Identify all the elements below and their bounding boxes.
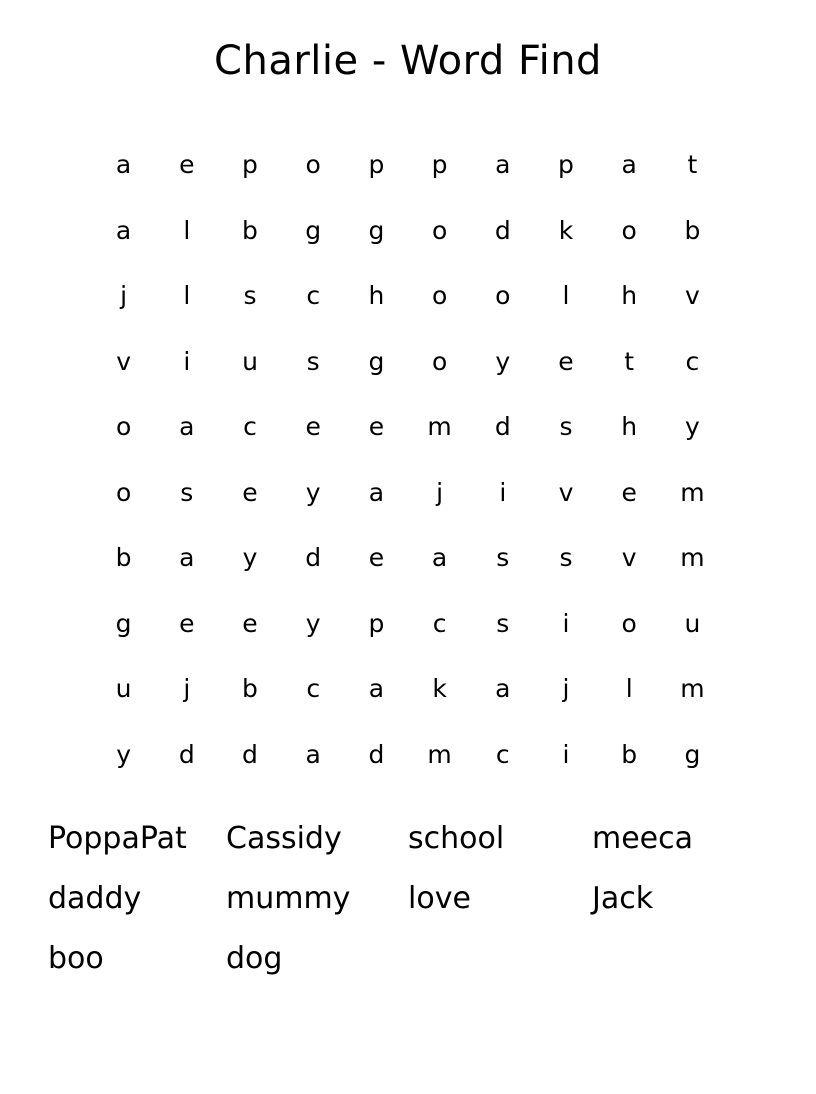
grid-cell: i: [183, 346, 191, 376]
grid-cell: i: [499, 477, 507, 507]
grid-cell: l: [183, 281, 191, 310]
grid-cell: b: [242, 674, 258, 703]
grid-cell: p: [558, 150, 574, 179]
word-list-item: meeca: [592, 821, 694, 856]
grid-cell: a: [431, 543, 448, 572]
grid-cell: m: [680, 543, 705, 572]
grid-cell: j: [436, 477, 444, 507]
grid-cell: y: [116, 739, 131, 769]
grid-cell: v: [116, 346, 131, 376]
grid-cell: y: [685, 412, 700, 441]
word-list-item: Jack: [592, 881, 654, 916]
grid-cell: e: [179, 150, 195, 179]
grid-cell: t: [687, 150, 698, 179]
grid-cell: b: [242, 215, 258, 245]
grid-cell: v: [685, 281, 700, 310]
grid-cell: s: [180, 477, 194, 507]
word-list-item: mummy: [226, 881, 351, 916]
grid-cell: d: [242, 739, 258, 769]
grid-cell: p: [368, 150, 385, 179]
grid-cell: o: [621, 608, 637, 638]
grid-cell: g: [368, 346, 385, 376]
grid-cell: b: [115, 543, 132, 572]
grid-cell: m: [680, 477, 705, 507]
grid-cell: c: [495, 739, 510, 769]
grid-cell: c: [243, 412, 257, 441]
grid-cell: p: [431, 150, 448, 179]
grid-cell: o: [495, 281, 511, 310]
grid-cell: g: [368, 215, 385, 245]
grid-cell: e: [179, 608, 195, 638]
page-title: Charlie - Word Find: [214, 38, 602, 84]
grid-cell: e: [242, 608, 258, 638]
grid-cell: s: [559, 412, 573, 441]
grid-cell: d: [494, 412, 511, 441]
grid-cell: a: [115, 215, 132, 245]
grid-cell: e: [368, 543, 385, 572]
grid-cell: k: [432, 674, 447, 703]
word-list-item: dog: [226, 941, 283, 976]
grid-cell: y: [305, 477, 321, 507]
grid-cell: t: [624, 346, 635, 376]
grid-cell: g: [684, 739, 701, 769]
grid-cell: u: [115, 674, 132, 703]
grid-cell: l: [183, 215, 191, 245]
grid-cell: c: [306, 281, 321, 310]
grid-cell: v: [621, 543, 637, 572]
grid-cell: o: [431, 281, 448, 310]
grid-cell: c: [685, 346, 700, 376]
grid-cell: e: [621, 477, 637, 507]
grid-cell: s: [496, 543, 510, 572]
grid-cell: a: [305, 739, 321, 769]
grid-cell: m: [680, 674, 705, 703]
word-list-item: school: [408, 821, 505, 856]
grid-cell: d: [494, 215, 511, 245]
grid-cell: o: [431, 215, 448, 245]
grid-cell: j: [562, 674, 570, 703]
grid-cell: i: [562, 608, 570, 638]
letter-grid: [92, 132, 724, 787]
grid-cell: a: [495, 674, 511, 703]
grid-cell: c: [432, 608, 447, 638]
word-list: [48, 809, 756, 989]
grid-cell: h: [368, 281, 385, 310]
grid-cell: a: [179, 412, 195, 441]
grid-cell: s: [306, 346, 320, 376]
grid-cell: u: [242, 346, 258, 376]
grid-cell: o: [431, 346, 448, 376]
grid-cell: s: [243, 281, 257, 310]
grid-cell: a: [621, 150, 637, 179]
grid-cell: k: [558, 215, 574, 245]
grid-cell: v: [558, 477, 574, 507]
grid-cell: l: [625, 674, 633, 703]
grid-cell: e: [558, 346, 574, 376]
grid-cell: g: [115, 608, 132, 638]
grid-cell: a: [495, 150, 511, 179]
grid-cell: e: [242, 477, 258, 507]
grid-cell: o: [115, 412, 132, 441]
grid-cell: s: [496, 608, 510, 638]
grid-cell: a: [179, 543, 195, 572]
grid-cell: y: [305, 608, 321, 638]
grid-cell: l: [562, 281, 570, 310]
word-find-page: [0, 38, 816, 1094]
grid-cell: e: [305, 412, 321, 441]
grid-cell: o: [115, 477, 132, 507]
grid-cell: b: [684, 215, 701, 245]
grid-cell: s: [559, 543, 573, 572]
grid-cell: y: [495, 346, 511, 376]
grid-cell: d: [368, 739, 385, 769]
word-list-item: daddy: [48, 881, 142, 916]
grid-cell: m: [427, 739, 452, 769]
grid-cell: o: [305, 150, 321, 179]
grid-cell: o: [621, 215, 637, 245]
word-list-item: PoppaPat: [48, 821, 187, 856]
grid-cell: e: [368, 412, 385, 441]
grid-cell: a: [368, 477, 385, 507]
grid-cell: y: [242, 543, 258, 572]
grid-cell: j: [183, 674, 191, 703]
grid-cell: a: [368, 674, 385, 703]
grid-cell: u: [684, 608, 701, 638]
grid-cell: m: [427, 412, 452, 441]
word-list-item: boo: [48, 941, 104, 976]
grid-cell: j: [120, 281, 128, 310]
word-list-item: Cassidy: [226, 821, 342, 856]
grid-cell: d: [305, 543, 322, 572]
grid-cell: a: [115, 150, 132, 179]
grid-cell: h: [621, 281, 638, 310]
grid-cell: p: [242, 150, 258, 179]
grid-cell: g: [305, 215, 322, 245]
word-list-item: love: [408, 881, 471, 916]
grid-cell: h: [621, 412, 638, 441]
grid-cell: b: [621, 739, 638, 769]
grid-cell: i: [562, 739, 570, 769]
grid-cell: c: [306, 674, 321, 703]
grid-cell: p: [368, 608, 385, 638]
grid-cell: d: [178, 739, 195, 769]
